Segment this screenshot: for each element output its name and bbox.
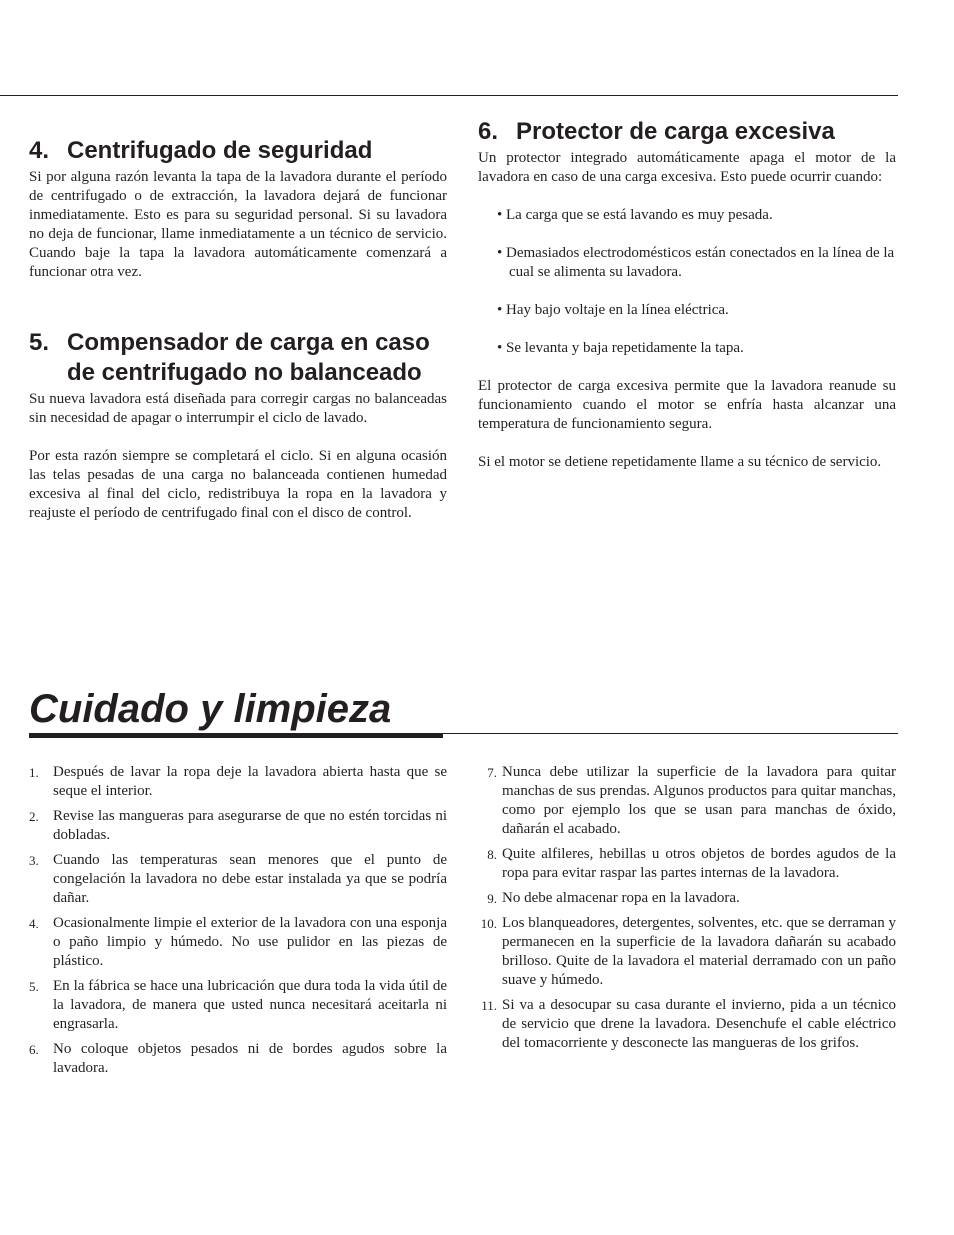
section-5-heading bbox=[29, 328, 447, 388]
list-item-text: Revise las mangueras para asegurarse de que no estén torcidas ni dobladas. bbox=[53, 808, 447, 843]
list-item bbox=[29, 914, 447, 971]
list-item-number: 7. bbox=[487, 765, 497, 780]
list-item-number: 1. bbox=[29, 765, 39, 780]
title-rule-thick bbox=[29, 733, 443, 738]
list-item bbox=[478, 914, 896, 990]
list-item-text: No debe almacenar ropa en la lavadora. bbox=[502, 890, 740, 906]
list-item bbox=[29, 763, 447, 801]
list-item-text: Cuando las temperaturas sean menores que el punto de congelación la lavadora no debe estar instalada ya que se podría dañar. bbox=[53, 852, 447, 906]
section-5-title: Compensador de carga en caso de centrifugado no balanceado bbox=[67, 329, 430, 386]
list-item-text: Nunca debe utilizar la superficie de la lavadora para quitar manchas de sus prendas. Algunos productos para quitar manchas, como por ejemplo los que se usan para manchas de óxido, dañarán el acabado. bbox=[502, 764, 896, 837]
list-item-number: 8. bbox=[487, 847, 497, 862]
list-item-number: 9. bbox=[487, 891, 497, 906]
list-item bbox=[29, 851, 447, 908]
list-item-number: 2. bbox=[29, 809, 39, 824]
care-title: Cuidado y limpieza bbox=[29, 687, 392, 731]
list-item bbox=[29, 1040, 447, 1078]
section-5 bbox=[29, 328, 447, 523]
bullet-item: • Demasiados electrodomésticos están conectados en la línea de la cual se alimenta su lavadora. bbox=[497, 245, 895, 280]
section-6-paragraph: Si el motor se detiene repetidamente llame a su técnico de servicio. bbox=[478, 454, 882, 470]
bullet-item: • Hay bajo voltaje en la línea eléctrica. bbox=[497, 302, 729, 318]
section-6-intro: Un protector integrado automáticamente apaga el motor de la lavadora en caso de una carga excesiva. Esto puede ocurrir cuando: bbox=[478, 150, 896, 185]
section-6-number: 6. bbox=[478, 118, 499, 145]
list-item-text: Si va a desocupar su casa durante el invierno, pida a un técnico de servicio que drene la lavadora. Desenchufe el cable eléctrico del tomacorriente y desconecte las mangueras de los grifos. bbox=[502, 997, 896, 1051]
section-4-body: Si por alguna razón levanta la tapa de la lavadora durante el período de centrifugado o de extracción, la lavadora dejará de funcionar inmediatamente. Esto es para su seguridad personal. Si su lavadora no deja de funcionar, llame inmediatamente a un técnico de servicio. Cuando baje la tapa la lavadora automáticamente comenzará a funcionar otra vez. bbox=[29, 169, 447, 280]
care-list-left bbox=[29, 763, 447, 1084]
section-4 bbox=[29, 136, 447, 282]
list-item bbox=[478, 996, 896, 1053]
list-item-text: En la fábrica se hace una lubricación que dura toda la vida útil de la lavadora, de manera que usted nunca necesitará aceitarla ni engrasarla. bbox=[53, 978, 447, 1032]
list-item bbox=[29, 977, 447, 1034]
list-item-number: 3. bbox=[29, 853, 39, 868]
list-item-text: Quite alfileres, hebillas u otros objetos de bordes agudos de la ropa para evitar raspar las partes internas de la lavadora. bbox=[502, 846, 896, 881]
section-5-number: 5. bbox=[29, 329, 50, 356]
list-item-number: 5. bbox=[29, 979, 39, 994]
list-item bbox=[478, 889, 896, 908]
section-5-paragraph: Su nueva lavadora está diseñada para corregir cargas no balanceadas sin necesidad de apagar o interrumpir el ciclo de lavado. bbox=[29, 391, 447, 426]
section-4-title: Centrifugado de seguridad bbox=[67, 137, 373, 164]
section-6-title: Protector de carga excesiva bbox=[516, 118, 835, 145]
list-item-text: Después de lavar la ropa deje la lavadora abierta hasta que se seque el interior. bbox=[53, 764, 447, 799]
section-6-paragraph: El protector de carga excesiva permite que la lavadora reanude su funcionamiento cuando el motor se enfría hasta alcanzar una temperatura de funcionamiento segura. bbox=[478, 378, 896, 432]
list-item-number: 10. bbox=[480, 916, 497, 931]
section-6 bbox=[478, 117, 896, 472]
list-item-text: No coloque objetos pesados ni de bordes agudos sobre la lavadora. bbox=[53, 1041, 447, 1076]
title-rule-thin bbox=[443, 733, 898, 734]
list-item bbox=[478, 763, 896, 839]
section-5-paragraph: Por esta razón siempre se completará el ciclo. Si en alguna ocasión las telas pesadas de una carga no balanceada contienen humedad excesiva al final del ciclo, redistribuya la ropa en la lavadora y reajuste el período de centrifugado final con el disco de control. bbox=[29, 448, 447, 521]
list-item-text: Ocasionalmente limpie el exterior de la lavadora con una esponja o paño limpio y húmedo. No use pulidor en las piezas de plástico. bbox=[53, 915, 447, 969]
bullet-item: • La carga que se está lavando es muy pesada. bbox=[497, 207, 773, 223]
list-item-number: 11. bbox=[481, 998, 497, 1013]
list-item-number: 4. bbox=[29, 916, 39, 931]
section-4-heading bbox=[29, 136, 447, 166]
list-item-text: Los blanqueadores, detergentes, solventes, etc. que se derraman y permanecen en la superficie de la lavadora dañarán su acabado brilloso. Quite de la lavadora el material derramado con un paño suave y húmedo. bbox=[502, 915, 896, 988]
care-list-right bbox=[478, 763, 896, 1059]
bullet-item: • Se levanta y baja repetidamente la tapa. bbox=[497, 340, 744, 356]
section-4-number: 4. bbox=[29, 137, 50, 164]
list-item-number: 6. bbox=[29, 1042, 39, 1057]
section-6-heading bbox=[478, 117, 896, 147]
list-item bbox=[478, 845, 896, 883]
list-item bbox=[29, 807, 447, 845]
top-rule bbox=[0, 95, 898, 96]
